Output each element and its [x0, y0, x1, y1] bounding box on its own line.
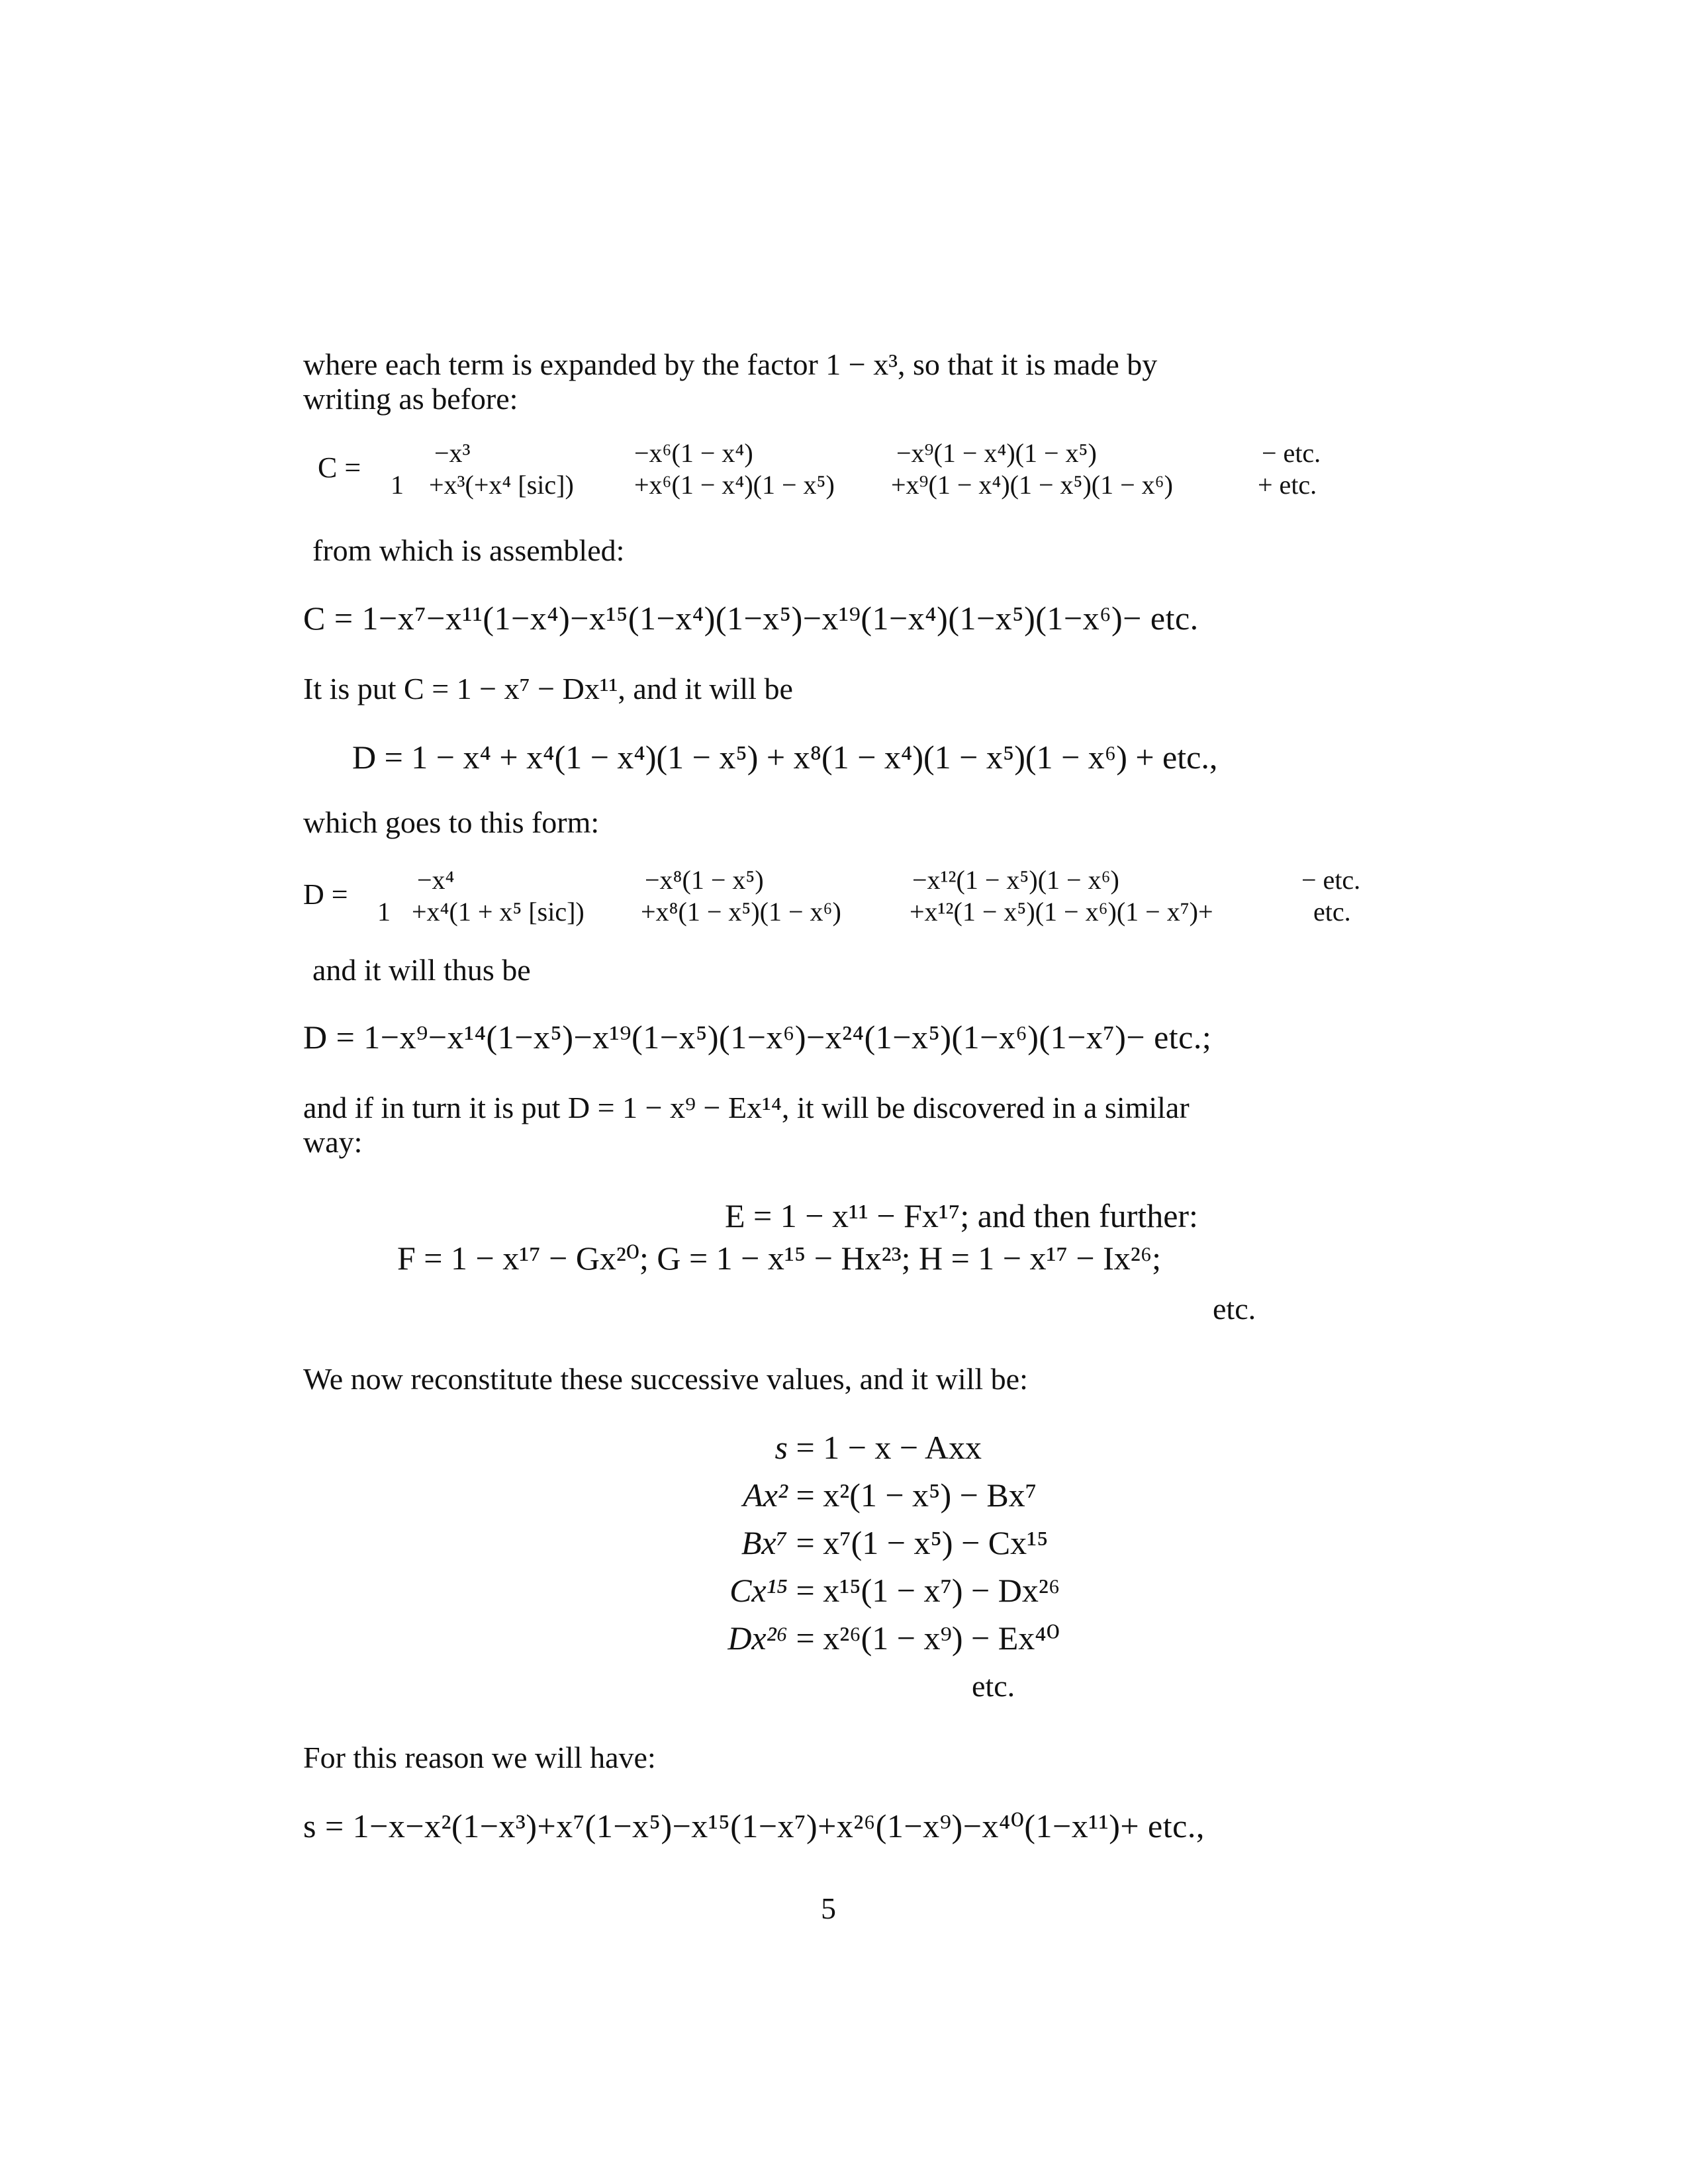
equation-s: s = 1−x−x²(1−x³)+x⁷(1−x⁵)−x¹⁵(1−x⁷)+x²⁶(1−x⁹)−x⁴⁰(1−x¹¹)+ etc.,	[303, 1807, 1205, 1844]
intro-line-1: where each term is expanded by the factor 1 − x³, so that it is made by	[303, 347, 1158, 381]
equation-c: C = 1−x⁷−x¹¹(1−x⁴)−x¹⁵(1−x⁴)(1−x⁵)−x¹⁹(1−x⁴)(1−x⁵)(1−x⁶)− etc.	[303, 600, 1199, 637]
table-d-one: 1	[377, 897, 391, 927]
if-turn-line-1: and if in turn it is put D = 1 − x⁹ − Ex¹⁴, it will be discovered in a similar	[303, 1091, 1190, 1124]
table-c	[303, 437, 1362, 510]
table-c-bottom-3: +x⁹(1 − x⁴)(1 − x⁵)(1 − x⁶)	[891, 470, 1173, 500]
system-row: Bx⁷ = x⁷(1 − x⁵) − Cx¹⁵	[596, 1524, 1390, 1562]
table-d-bottom-4: etc.	[1313, 897, 1351, 927]
table-c-top-1: −x³	[434, 438, 471, 468]
table-c-bottom-4: + etc.	[1258, 470, 1317, 500]
etc-2: etc.	[972, 1669, 1015, 1703]
system-row-rhs: x²(1 − x⁵) − Bx⁷	[823, 1477, 1037, 1514]
table-d-bottom-3: +x¹²(1 − x⁵)(1 − x⁶)(1 − x⁷)+	[910, 897, 1213, 927]
system-row-lhs: Ax²	[743, 1477, 788, 1514]
table-c-top-2: −x⁶(1 − x⁴)	[634, 438, 753, 468]
equation-d1: D = 1 − x⁴ + x⁴(1 − x⁴)(1 − x⁵) + x⁸(1 − x⁴)(1 − x⁵)(1 − x⁶) + etc.,	[352, 739, 1218, 776]
table-d	[303, 864, 1376, 936]
table-c-top-3: −x⁹(1 − x⁴)(1 − x⁵)	[896, 438, 1097, 468]
page-number: 5	[821, 1891, 836, 1925]
system-row-lhs: Cx¹⁵	[729, 1572, 788, 1609]
equation-d2: D = 1−x⁹−x¹⁴(1−x⁵)−x¹⁹(1−x⁵)(1−x⁶)−x²⁴(1−x⁵)(1−x⁶)(1−x⁷)− etc.;	[303, 1019, 1212, 1056]
reconstitute-text: We now reconstitute these successive values, and it will be:	[303, 1362, 1028, 1396]
if-turn-line-2: way:	[303, 1125, 363, 1159]
put-c-text: It is put C = 1 − x⁷ − Dx¹¹, and it will be	[303, 672, 793, 705]
system-row: s = 1 − x − Axx	[596, 1428, 1390, 1467]
system-row: Dx²⁶ = x²⁶(1 − x⁹) − Ex⁴⁰	[596, 1619, 1390, 1657]
from-which-text: from which is assembled:	[312, 533, 625, 567]
table-c-top-4: − etc.	[1262, 438, 1321, 468]
table-d-label: D =	[303, 878, 348, 911]
system-row-rhs: 1 − x − Axx	[823, 1429, 982, 1466]
which-goes-text: which goes to this form:	[303, 805, 600, 839]
etc-1: etc.	[1213, 1292, 1256, 1326]
system-row-rhs: x¹⁵(1 − x⁷) − Dx²⁶	[823, 1572, 1060, 1609]
thus-be-text: and it will thus be	[312, 953, 531, 987]
table-d-top-2: −x⁸(1 − x⁵)	[645, 865, 764, 895]
table-c-bottom-2: +x⁶(1 − x⁴)(1 − x⁵)	[634, 470, 835, 500]
table-d-top-4: − etc.	[1301, 865, 1361, 895]
intro-line-2: writing as before:	[303, 382, 518, 416]
equation-fgh: F = 1 − x¹⁷ − Gx²⁰; G = 1 − x¹⁵ − Hx²³; H = 1 − x¹⁷ − Ix²⁶;	[397, 1240, 1162, 1277]
table-c-bottom-1: +x³(+x⁴ [sic])	[429, 470, 574, 500]
system-row: Ax² = x²(1 − x⁵) − Bx⁷	[596, 1476, 1390, 1514]
table-c-one: 1	[391, 470, 404, 500]
table-d-bottom-2: +x⁸(1 − x⁵)(1 − x⁶)	[641, 897, 841, 927]
table-c-label: C =	[318, 451, 361, 484]
system-row-lhs: Bx⁷	[741, 1524, 788, 1561]
system-row: Cx¹⁵ = x¹⁵(1 − x⁷) − Dx²⁶	[596, 1571, 1390, 1610]
system-row-rhs: x²⁶(1 − x⁹) − Ex⁴⁰	[823, 1619, 1060, 1657]
system-row-rhs: x⁷(1 − x⁵) − Cx¹⁵	[823, 1524, 1049, 1561]
table-d-bottom-1: +x⁴(1 + x⁵ [sic])	[412, 897, 585, 927]
equation-e: E = 1 − x¹¹ − Fx¹⁷; and then further:	[725, 1197, 1198, 1234]
table-d-top-3: −x¹²(1 − x⁵)(1 − x⁶)	[912, 865, 1119, 895]
table-d-top-1: −x⁴	[417, 865, 455, 895]
for-reason-text: For this reason we will have:	[303, 1741, 656, 1774]
system-row-lhs: s	[774, 1429, 788, 1466]
system-row-lhs: Dx²⁶	[727, 1619, 788, 1657]
